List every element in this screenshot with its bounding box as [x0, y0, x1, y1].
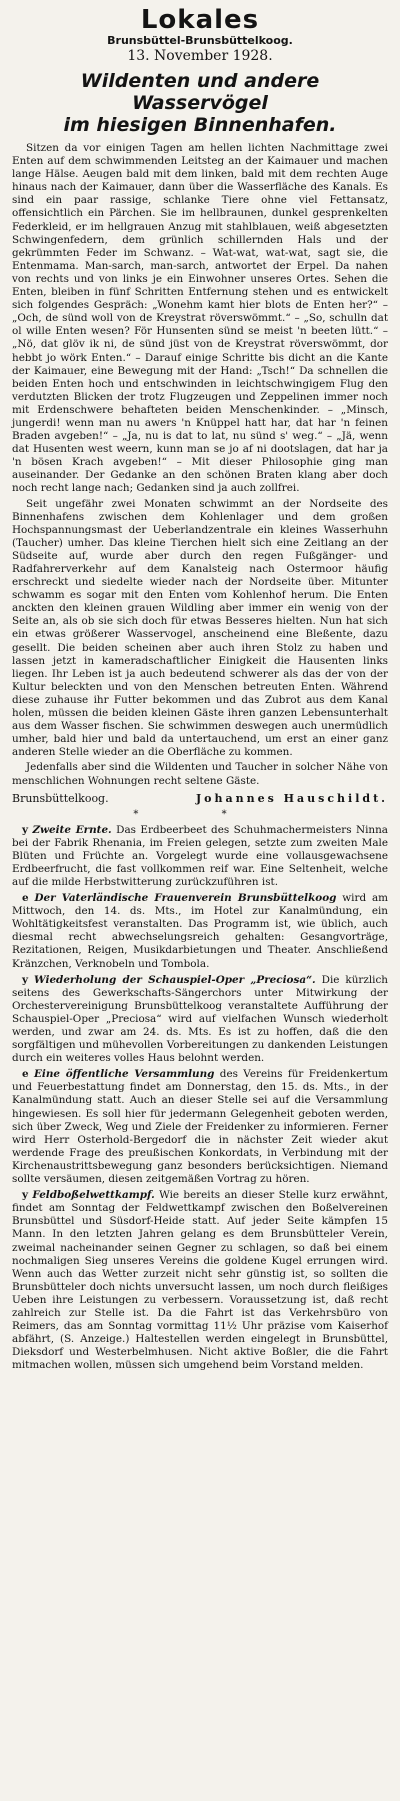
- article-headline: [12, 70, 388, 136]
- article-signature: [12, 792, 388, 805]
- news-mark: y: [22, 1189, 29, 1202]
- section-title: Lokales: [140, 5, 260, 35]
- news-item: [12, 892, 388, 971]
- news-item: [12, 1189, 388, 1372]
- location-subtitle: Brunsbüttel-Brunsbüttelkoog.: [107, 34, 293, 47]
- separator-stars: * *: [133, 808, 267, 820]
- article-paragraph: Seit ungefähr zwei Monaten schwimmt an der Nordseite des Binnenhafens zwischen dem Kohlenlager und dem großen Hochspannungsmast der Ueberlandzentrale ein kleines Wasserhuhn (Taucher) umher. Das kleine Tierchen hielt sich eine Zeitlang an der Südseite auf, wurde aber durch den regen Fußgänger- und Radfahrerverkehr auf dem Kanalsteig nach Ostermoor häufig erschreckt und siedelte wieder nach der Nordseite über. Mitunter schwamm es sogar mit den Enten vom Kohlenhof herum. Die Enten anckten den kleinen grauen Wildling aber immer ein wenig von der Seite an, als ob sie sich doch für etwas Besseres hielten. Nun hat sich ein etwas größerer Wasservogel, anscheinend eine Bleßente, dazu gesellt. Die beiden scheinen aber auch ihren Stolz zu haben und lassen jetzt in kameradschaftlicher Einigkeit die Hausenten links liegen. Ihr Leben ist ja auch bedeutend schwerer als das der von der Kultur beleckten und von den Menschen betreuten Enten. Während diese zuhause ihr Futter bekommen und das Zubrot aus dem Kanal holen, müssen die beiden kleinen Gäste ihren ganzen Lebensunterhalt aus dem Wasser fischen. Sie schwimmen deswegen auch unermüdlich umher, bald hier und bald da untertauchend, um erst an einer ganz anderen Stelle wieder an die Oberfläche zu kommen.: [12, 497, 388, 759]
- news-text: des Vereins für Freidenkertum und Feuerbestattung findet am Donnerstag, den 15. ds. Mts., in der Kanalmündung statt. Auch an dieser Stelle sei auf die Versammlung hingewiesen. Es soll hier für jedermann Gelegenheit geboten werden, sich über Zweck, Weg und Ziele der Freidenker zu informieren. Ferner wird Herr Osterhold-Bergedorf die in nächster Zeit wieder akut werdende Frage des preußischen Konkordats, in Verbindung mit der Kirchenaustrittsbewegung ganz besonders berücksichtigen. Niemand sollte versäumen, diesen zeitgemäßen Vortrag zu hören.: [12, 1068, 389, 1186]
- article-author: Johannes Hauschildt.: [195, 791, 388, 805]
- news-mark: y: [22, 823, 29, 836]
- article-paragraph: Jedenfalls aber sind die Wildenten und Taucher in solcher Nähe von menschlichen Wohnungen recht seltene Gäste.: [12, 761, 388, 787]
- news-title: Feldboßelwettkampf.: [32, 1189, 155, 1202]
- masthead: [12, 6, 388, 64]
- news-text: Wie bereits an dieser Stelle kurz erwähnt, findet am Sonntag der Feldwettkampf zwischen den Boßelvereinen Brunsbüttel und Süsdorf-Heide statt. Auf jeder Seite kämpfen 15 Mann. In den letzten Jahren gelang es dem Brunsbütteler Verein, zweimal nacheinander seinen Gegner zu schlagen, so daß bei einem nochmaligen Sieg unseres Vereins die goldene Kugel errungen wird. Wenn auch das Wetter zurzeit nicht sehr günstig ist, so sollten die Brunsbütteler doch nichts unversucht lassen, um noch durch fleißiges Ueben ihre Leistungen zu verbessern. Voraussetzung ist, daß recht zahlreich zur Stelle ist. Da die Fahrt ist das Verkehrsbüro von Reimers, das am Sonntag vormittag 11½ Uhr präzise vom Kaiserhof abfährt, (S. Anzeige.) Haltestellen werden eingelegt in Brunsbüttel, Dieksdorf und Westerbelmhusen. Nicht aktive Boßler, die die Fahrt mitmachen wollen, müssen sich umgehend beim Vorstand melden.: [12, 1189, 388, 1372]
- headline-line-2: im hiesigen Binnenhafen.: [63, 114, 337, 136]
- news-item: [12, 824, 388, 889]
- news-title: Wiederholung der Schauspiel-Oper „Preciosa“.: [34, 973, 316, 986]
- article-paragraph: Sitzen da vor einigen Tagen am hellen lichten Nachmittage zwei Enten auf dem schwimmenden Leitsteg an der Kaimauer und machen lange Hälse. Aeugen bald mit dem linken, bald mit dem rechten Auge hinaus nach der Kaimauer, dann über die Wasserfläche des Kanals. Es sind ein paar rassige, schlanke Tiere ohne viel Fettansatz, offensichtlich ein Pärchen. Sie im hellbraunen, dunkel gesprenkelten Federkleid, er im hellgrauen Anzug mit stahlblauen, weiß abgesetzten Schwingenfedern, dem grünlich schillernden Hals und der gekrümmten Feder im Schwanz. – Wat-wat, wat-wat, sagt sie, die Entenmama. Man-sarch, man-sarch, antwortet der Erpel. Da nahen von rechts und von links je ein Einwohner unseres Ortes. Sehen die Enten, bleiben in fünf Schritten Entfernung stehen und es entwickelt sich folgendes Gespräch: „Wonehm kamt hier blots de Enten her?“ – „Och, de sünd woll von de Kreystrat röverswömmt.“ – „So, schulln dat ol wille Enten wesen? För Hunsenten sünd se meist 'n beeten lütt.“ – „Nö, dat glöv ik ni, de sünd jüst von de Kreystrat röverswömmt, dor hebbt jo wörk Enten.“ – Darauf einige Schritte bis dicht an die Kante der Kaimauer, eine Bewegung mit der Hand: „Tsch!“ Da schnellen die beiden Enten hoch und entschwinden in leichtschwingigem Flug den verdutzten Blicken der trotz Flugzeugen und Zeppelinen immer noch mit Erdenschwere behafteten beiden Menschenkinder. – „Minsch, jungerdi! wenn man nu awers 'n Knüppel hatt har, dat har 'n feinen Braden avgeben!“ – „Ja, nu is dat to lat, nu sünd s' weg.“ – „Jä, wenn dat Husenten west weern, kunn man se jo af ni dootslagen, dat har ja 'n bösen Krach avgeben!“ – Mit dieser Philosophie ging man auseinander. Der Gedanke an den schönen Braten klang aber doch noch recht lange nach; Gedanken sind ja auch zollfrei.: [12, 142, 388, 495]
- news-mark: e: [22, 1068, 29, 1081]
- headline-line-1: Wildenten und andere Wasservögel: [80, 70, 320, 114]
- news-text: Die kürzlich seitens des Gewerkschafts-Sängerchors unter Mitwirkung der Orchestervereinigung Brunsbüttelkoog veranstaltete Aufführung der Schauspiel-Oper „Preciosa“ wird auf vielfachen Wunsch wiederholt werden, und zwar am 24. ds. Mts. Es ist zu hoffen, daß die den sorgfältigen und mühevollen Vorbereitungen zu dankenden Leistungen durch ein weiteres volles Haus belohnt werden.: [12, 973, 388, 1065]
- news-mark: e: [22, 892, 29, 905]
- news-mark: y: [22, 973, 29, 986]
- news-text: wird am Mittwoch, den 14. ds. Mts., im Hotel zur Kanalmündung, ein Wohltätigkeitsfest veranstalten. Das Programm ist, wie üblich, auch diesmal recht abwechselungsreich gehalten: Gesangvorträge, Rezitationen, Reigen, Musikdarbietungen und Theater. Anschließend Kränzchen, Verknobeln und Tombola.: [12, 892, 388, 970]
- news-title: Der Vaterländische Frauenverein Brunsbüttelkoog: [34, 892, 337, 905]
- news-item: [12, 974, 388, 1066]
- news-title: Eine öffentliche Versammlung: [34, 1068, 215, 1081]
- news-text: Das Erdbeerbeet des Schuhmachermeisters Ninna bei der Fabrik Rhenania, im Freien gelegen, setzte zum zweiten Male Blüten und Früchte an. Vorgelegt wurde eine vollausgewachsene Erdbeerfrucht, die fast vollkommen reif war. Eine Seltenheit, welche auf die milde Herbstwitterung zurückzuführen ist.: [12, 823, 388, 888]
- news-item: [12, 1068, 388, 1186]
- issue-date: 13. November 1928.: [127, 48, 273, 64]
- article-place: Brunsbüttelkoog.: [12, 791, 109, 805]
- news-title: Zweite Ernte.: [32, 823, 112, 836]
